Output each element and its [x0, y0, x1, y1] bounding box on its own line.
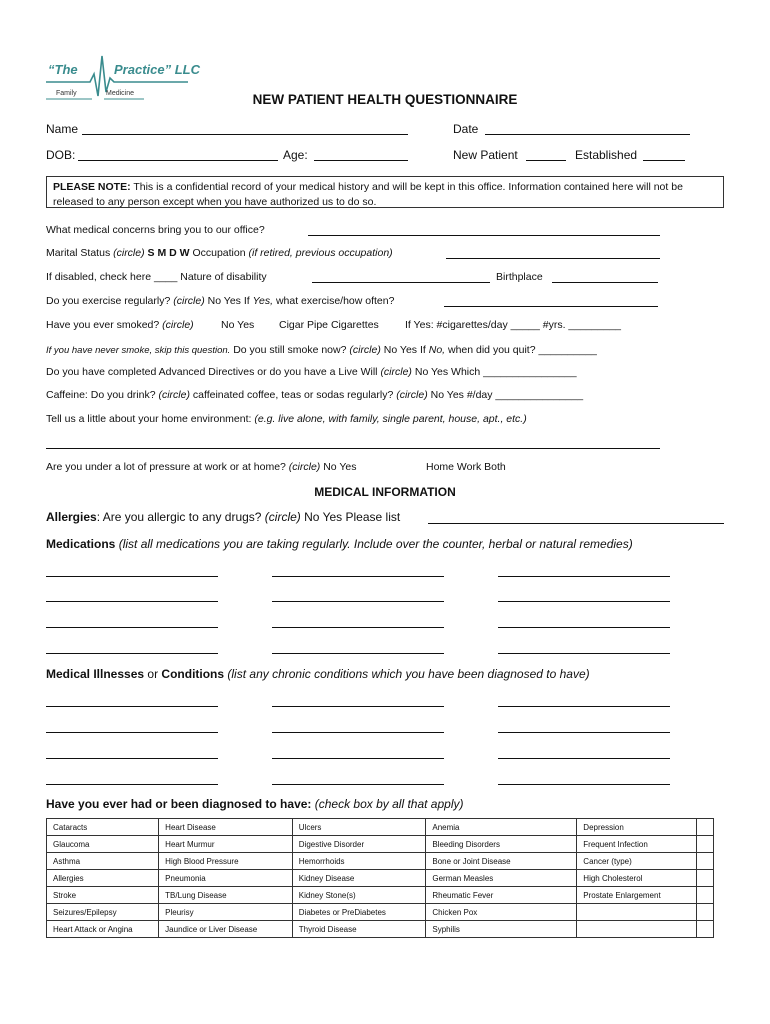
never-smoke-note: If you have never smoke, skip this question. [46, 345, 231, 356]
illness-line[interactable] [46, 758, 218, 759]
diagnosed-note: (check box by all that apply) [311, 797, 464, 811]
exercise-tail: what exercise/how often? [273, 295, 395, 307]
condition-cell[interactable] [577, 904, 696, 921]
illness-line[interactable] [498, 706, 670, 707]
medications-note: (list all medications you are taking regularly. Include over the counter, herbal or natural remedies) [115, 537, 633, 551]
medication-line[interactable] [46, 627, 218, 628]
marital-options[interactable]: S M D W [147, 247, 190, 259]
condition-cell[interactable]: Asthma [47, 853, 159, 870]
established-label: Established [575, 148, 638, 162]
table-row [47, 819, 714, 836]
conditions-table [46, 818, 714, 938]
home-label: Tell us a little about your home environment: [46, 413, 255, 425]
date-field[interactable] [485, 134, 690, 135]
conditions-label: Conditions [161, 667, 225, 681]
condition-cell[interactable]: Rheumatic Fever [426, 887, 577, 904]
allergies-text: : Are you allergic to any drugs? [96, 510, 265, 524]
pressure-circle: (circle) [288, 461, 321, 473]
medication-line[interactable] [272, 576, 444, 577]
condition-cell[interactable]: Bleeding Disorders [426, 836, 577, 853]
table-row [47, 836, 714, 853]
condition-checkbox[interactable] [696, 887, 713, 904]
smoked-types[interactable]: Cigar Pipe Cigarettes [279, 319, 379, 331]
condition-cell[interactable]: Pleurisy [159, 904, 293, 921]
smoked-circle: (circle) [162, 319, 194, 331]
condition-cell[interactable]: Heart Disease [159, 819, 293, 836]
birthplace-field[interactable] [552, 282, 658, 283]
condition-checkbox[interactable] [696, 921, 713, 938]
occupation-field[interactable] [446, 258, 660, 259]
condition-checkbox[interactable] [696, 904, 713, 921]
smoked-row [46, 319, 194, 331]
diagnosed-row [46, 797, 463, 811]
page-title: NEW PATIENT HEALTH QUESTIONNAIRE [252, 92, 518, 107]
condition-cell[interactable]: German Measles [426, 870, 577, 887]
smoked-ifyes: If Yes: #cigarettes/day _____ #yrs. _________ [405, 319, 621, 331]
illness-line[interactable] [498, 784, 670, 785]
confidential-note [46, 176, 724, 208]
condition-cell[interactable]: Glaucoma [47, 836, 159, 853]
name-label: Name [46, 122, 79, 136]
medication-line[interactable] [272, 627, 444, 628]
allergies-row [46, 510, 400, 524]
condition-cell[interactable]: Heart Murmur [159, 836, 293, 853]
medication-line[interactable] [46, 653, 218, 654]
exercise-circle: (circle) [173, 295, 205, 307]
medication-line[interactable] [272, 601, 444, 602]
note-text: This is a confidential record of your medical history and will be kept in this office. Information contained here will not be released to any person except when you have authorized us to do so. [53, 181, 683, 208]
illness-line[interactable] [46, 706, 218, 707]
smoked-options[interactable]: No Yes [221, 319, 255, 331]
marital-label: Marital Status [46, 247, 114, 259]
condition-cell[interactable]: Depression [577, 819, 696, 836]
condition-cell[interactable]: Pneumonia [159, 870, 293, 887]
condition-cell[interactable]: Jaundice or Liver Disease [159, 921, 293, 938]
advance-circle: (circle) [380, 366, 412, 378]
home-row [46, 413, 527, 425]
illness-line[interactable] [272, 758, 444, 759]
still-options[interactable]: No Yes If [380, 344, 429, 356]
exercise-yes: Yes, [252, 295, 274, 307]
medication-line[interactable] [498, 653, 670, 654]
age-label: Age: [283, 148, 308, 162]
condition-cell[interactable]: Anemia [426, 819, 577, 836]
illness-line[interactable] [46, 784, 218, 785]
condition-cell[interactable]: Chicken Pox [426, 904, 577, 921]
caffeine-tail: caffeinated coffee, teas or sodas regularly? [189, 389, 397, 401]
new-patient-field[interactable] [526, 160, 566, 161]
condition-cell[interactable]: Cataracts [47, 819, 159, 836]
condition-cell[interactable]: Seizures/Epilepsy [47, 904, 159, 921]
still-smoke-label: Do you still smoke now? [230, 344, 350, 356]
caffeine-row [46, 389, 583, 401]
condition-cell[interactable]: Syphilis [426, 921, 577, 938]
condition-cell[interactable]: Stroke [47, 887, 159, 904]
age-field[interactable] [314, 160, 408, 161]
condition-cell[interactable]: Digestive Disorder [292, 836, 426, 853]
marital-circle: (circle) [113, 247, 145, 259]
condition-cell[interactable]: High Blood Pressure [159, 853, 293, 870]
illness-line[interactable] [46, 732, 218, 733]
table-row [47, 921, 714, 938]
diagnosed-label: Have you ever had or been diagnosed to have: [46, 797, 312, 811]
logo-text-right: Practice” LLC [114, 62, 200, 77]
marital-row [46, 247, 393, 259]
pressure-where[interactable]: Home Work Both [426, 461, 506, 473]
condition-cell[interactable]: Thyroid Disease [292, 921, 426, 938]
condition-cell[interactable]: Kidney Stone(s) [292, 887, 426, 904]
note-lead: PLEASE NOTE: [53, 181, 131, 193]
dob-field[interactable] [78, 160, 278, 161]
caffeine-options[interactable]: No Yes #/day _______________ [427, 389, 584, 401]
still-tail: when did you quit? __________ [445, 344, 597, 356]
disabled-label: If disabled, check here ____ Nature of disability [46, 271, 267, 283]
medication-line[interactable] [46, 601, 218, 602]
allergies-options[interactable]: No Yes Please list [300, 510, 401, 524]
advance-label: Do you have completed Advanced Directives or do you have a Live Will [46, 366, 381, 378]
still-no: No, [428, 344, 446, 356]
illness-line[interactable] [498, 758, 670, 759]
illnesses-label: Medical Illnesses [46, 667, 145, 681]
disability-field[interactable] [312, 282, 490, 283]
table-row [47, 887, 714, 904]
illness-line[interactable] [272, 784, 444, 785]
medication-line[interactable] [272, 653, 444, 654]
condition-cell[interactable]: Allergies [47, 870, 159, 887]
occupation-label: Occupation [192, 247, 249, 259]
illnesses-row [46, 667, 590, 681]
exercise-options[interactable]: No Yes If [204, 295, 253, 307]
medications-label: Medications [46, 537, 116, 551]
caffeine-label: Caffeine: Do you drink? [46, 389, 159, 401]
condition-checkbox[interactable] [696, 870, 713, 887]
condition-checkbox[interactable] [696, 819, 713, 836]
table-row [47, 853, 714, 870]
condition-cell[interactable]: Heart Attack or Angina [47, 921, 159, 938]
condition-cell[interactable]: TB/Lung Disease [159, 887, 293, 904]
illness-line[interactable] [272, 732, 444, 733]
condition-cell[interactable]: Kidney Disease [292, 870, 426, 887]
condition-cell[interactable]: High Cholesterol [577, 870, 696, 887]
caffeine-circle: (circle) [158, 389, 190, 401]
date-label: Date [453, 122, 479, 136]
new-patient-label: New Patient [453, 148, 518, 162]
logo-sub-right: Medicine [106, 90, 135, 97]
condition-cell[interactable]: Cancer (type) [577, 853, 696, 870]
logo-sub-left: Family [56, 90, 77, 97]
illnesses-or: or [144, 667, 162, 681]
exercise-row [46, 295, 394, 307]
condition-cell[interactable]: Bone or Joint Disease [426, 853, 577, 870]
concerns-label: What medical concerns bring you to our office? [46, 224, 265, 236]
condition-cell[interactable]: Hemorrhoids [292, 853, 426, 870]
condition-cell[interactable]: Frequent Infection [577, 836, 696, 853]
illness-line[interactable] [498, 732, 670, 733]
name-field[interactable] [82, 134, 408, 135]
medication-line[interactable] [46, 576, 218, 577]
pressure-label: Are you under a lot of pressure at work or at home? [46, 461, 289, 473]
table-row [47, 870, 714, 887]
caffeine-circle-2: (circle) [396, 389, 428, 401]
home-field[interactable] [46, 448, 660, 449]
medical-heading: MEDICAL INFORMATION [314, 485, 456, 499]
illness-line[interactable] [272, 706, 444, 707]
allergies-label: Allergies [46, 510, 97, 524]
advance-tail[interactable]: No Yes Which ________________ [411, 366, 577, 378]
still-circle: (circle) [349, 344, 381, 356]
still-smoke-row [46, 344, 597, 356]
occupation-note: (if retired, previous occupation) [248, 247, 393, 259]
medication-line[interactable] [498, 601, 670, 602]
advance-row [46, 366, 577, 378]
table-row [47, 904, 714, 921]
pressure-row [46, 461, 357, 473]
exercise-label: Do you exercise regularly? [46, 295, 174, 307]
medications-row [46, 537, 633, 551]
concerns-field[interactable] [308, 235, 660, 236]
condition-checkbox[interactable] [696, 836, 713, 853]
birthplace-label: Birthplace [496, 271, 543, 283]
smoked-label: Have you ever smoked? [46, 319, 163, 331]
medication-line[interactable] [498, 576, 670, 577]
exercise-field[interactable] [444, 306, 658, 307]
medication-line[interactable] [498, 627, 670, 628]
allergies-circle: (circle) [264, 510, 301, 524]
dob-label: DOB: [46, 148, 76, 162]
established-field[interactable] [643, 160, 685, 161]
home-eg: (e.g. live alone, with family, single parent, house, apt., etc.) [254, 413, 527, 425]
pressure-options[interactable]: No Yes [320, 461, 357, 473]
logo-text-left: “The [48, 62, 78, 77]
illnesses-note: (list any chronic conditions which you have been diagnosed to have) [224, 667, 590, 681]
condition-cell[interactable]: Diabetes or PreDiabetes [292, 904, 426, 921]
condition-checkbox[interactable] [696, 853, 713, 870]
condition-cell[interactable]: Prostate Enlargement [577, 887, 696, 904]
condition-cell[interactable]: Ulcers [292, 819, 426, 836]
condition-cell[interactable] [577, 921, 696, 938]
allergies-field[interactable] [428, 523, 724, 524]
